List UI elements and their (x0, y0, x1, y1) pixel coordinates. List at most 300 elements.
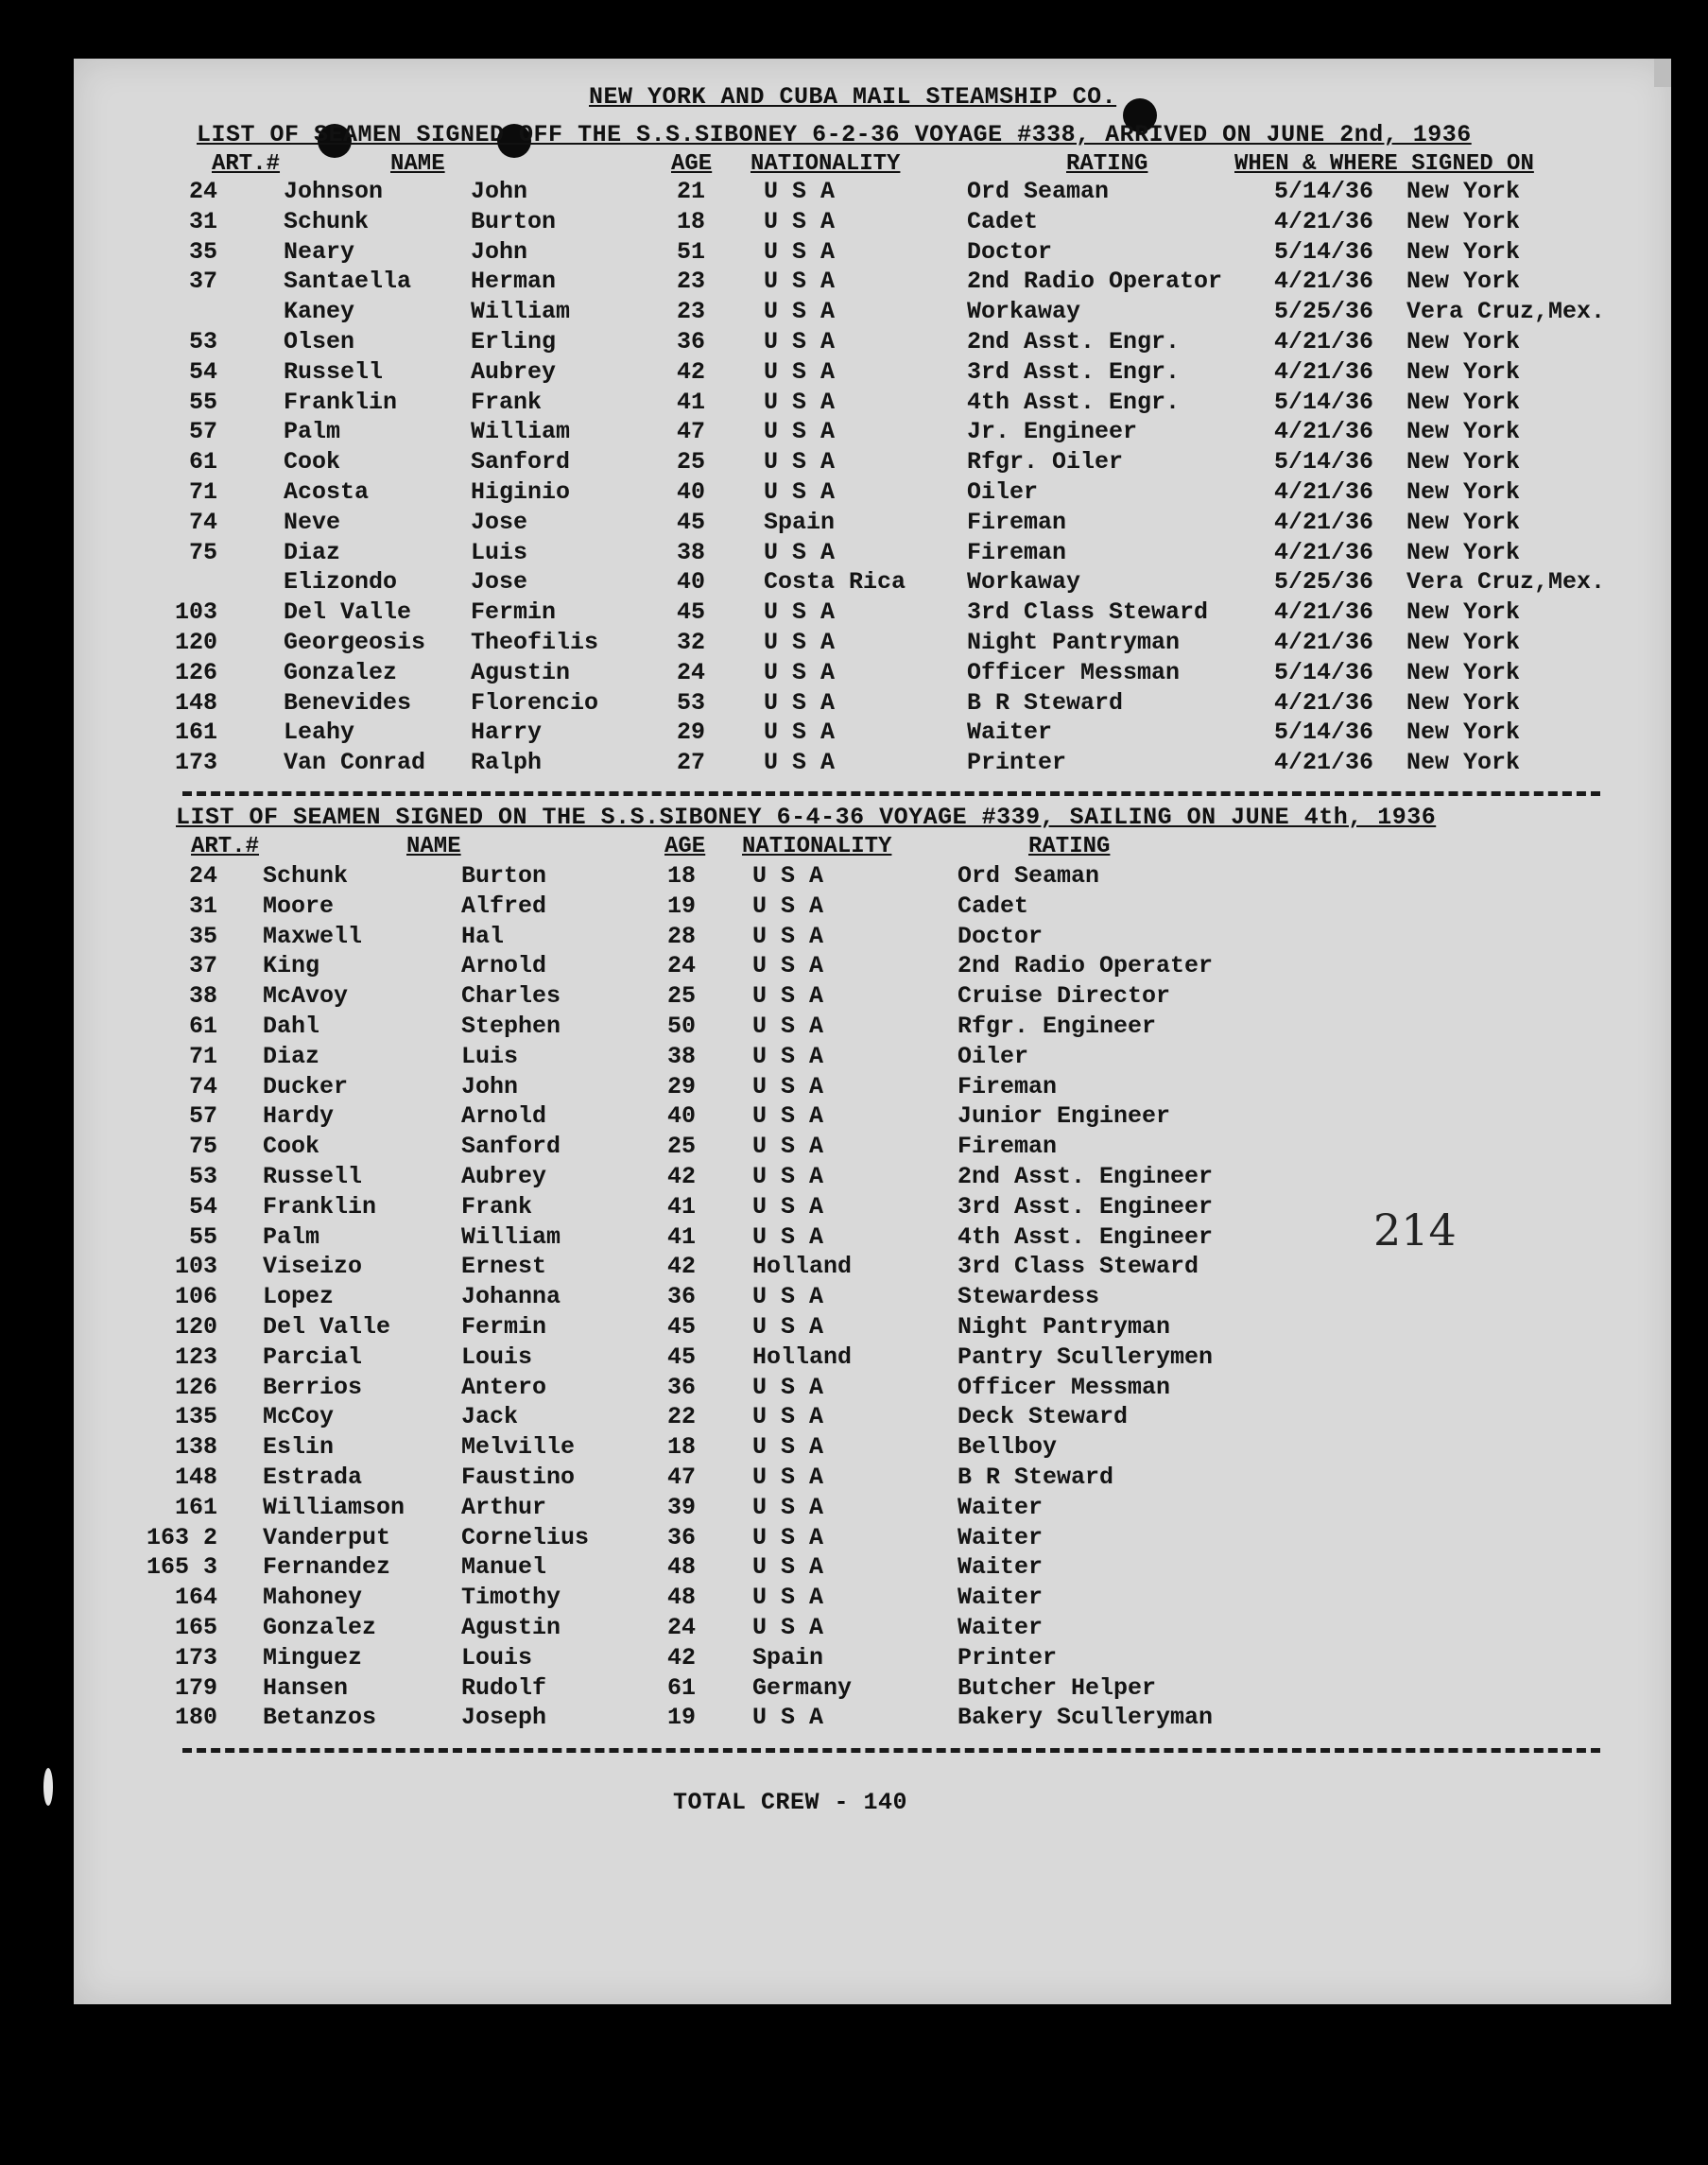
cell-rating: B R Steward (958, 1464, 1114, 1491)
cell-age: 47 (667, 1464, 697, 1491)
cell-first: Sanford (471, 448, 571, 476)
cell-age: 18 (677, 207, 706, 235)
cell-age: 40 (667, 1102, 697, 1131)
cell-date: 4/21/36 (1274, 328, 1374, 355)
cell-nat: U S A (752, 1553, 824, 1582)
cell-nat: U S A (752, 1163, 824, 1190)
cell-first: Theofilis (471, 629, 599, 656)
cell-last: Moore (263, 892, 335, 920)
cell-nat: U S A (752, 1373, 824, 1401)
table-row (74, 478, 1671, 508)
cell-rating: 4th Asst. Engineer (958, 1222, 1214, 1251)
cell-nat: U S A (764, 237, 836, 266)
table-row (74, 749, 1671, 778)
cell-art: 173 (174, 1643, 217, 1671)
cell-age: 42 (667, 1253, 697, 1281)
cell-rating: Cruise Director (958, 982, 1171, 1011)
cell-age: 41 (677, 388, 706, 416)
cell-place: New York (1406, 357, 1521, 386)
cell-rating: 3rd Class Steward (967, 598, 1209, 627)
cell-nat: U S A (752, 1042, 824, 1070)
cell-date: 5/25/36 (1274, 298, 1374, 326)
cell-age: 38 (677, 538, 706, 566)
cell-last: Mahoney (263, 1584, 363, 1612)
cell-nat: U S A (764, 357, 836, 386)
cell-last: Neary (284, 237, 355, 266)
cell-art: 123 (174, 1342, 217, 1371)
cell-nat: U S A (752, 892, 824, 920)
cell-rating: B R Steward (967, 688, 1124, 717)
cell-last: Williamson (263, 1493, 405, 1521)
cell-age: 24 (667, 952, 697, 980)
table-row (74, 629, 1671, 658)
table-row (74, 1614, 1671, 1643)
cell-date: 4/21/36 (1274, 629, 1374, 656)
cell-nat: U S A (752, 1013, 824, 1040)
cell-last: McCoy (263, 1403, 335, 1431)
cell-rating: Waiter (958, 1553, 1044, 1582)
table-row (74, 689, 1671, 719)
cell-age: 51 (677, 237, 706, 266)
table-row (74, 509, 1671, 538)
cell-first: Herman (471, 268, 557, 296)
table-row (74, 1073, 1671, 1102)
cell-art: 135 (174, 1403, 217, 1431)
section1-title: LIST OF SEAMEN SIGNED OFF THE S.S.SIBONEY 6-2-36 VOYAGE #338, ARRIVED ON JUNE 2nd, 1936 (197, 121, 1472, 148)
table-row (74, 539, 1671, 568)
cell-age: 61 (667, 1673, 697, 1702)
document-page (74, 59, 1671, 2004)
cell-art: 54 (188, 357, 217, 386)
table-row (74, 1644, 1671, 1673)
cell-rating: Pantry Scullerymen (958, 1342, 1214, 1371)
section1-header-age: AGE (671, 151, 713, 177)
cell-first: Timothy (461, 1584, 561, 1612)
cell-last: Ducker (263, 1072, 349, 1100)
cell-last: Dahl (263, 1013, 320, 1040)
cell-art: 75 (188, 538, 217, 566)
cell-place: New York (1406, 508, 1521, 536)
table-row (74, 389, 1671, 418)
cell-place: New York (1406, 749, 1521, 777)
cell-last: Elizondo (284, 568, 398, 597)
cell-rating: Oiler (958, 1042, 1029, 1070)
cell-first: Fermin (471, 598, 557, 627)
cell-rating: Ord Seaman (958, 862, 1100, 890)
cell-last: Cook (263, 1133, 320, 1161)
cell-first: Erling (471, 328, 557, 355)
cell-last: Schunk (263, 862, 349, 890)
cell-last: Santaella (284, 268, 412, 296)
cell-age: 28 (667, 922, 697, 950)
cell-last: Leahy (284, 719, 355, 747)
cell-rating: 3rd Asst. Engr. (967, 357, 1181, 386)
cell-date: 5/14/36 (1274, 237, 1374, 266)
cell-place: New York (1406, 418, 1521, 446)
cell-age: 18 (667, 862, 697, 890)
cell-art: 35 (188, 237, 217, 266)
cell-date: 5/14/36 (1274, 388, 1374, 416)
table-row (74, 923, 1671, 952)
cell-rating: Fireman (967, 538, 1067, 566)
cell-place: New York (1406, 598, 1521, 627)
cell-last: Russell (263, 1163, 363, 1190)
cell-age: 23 (677, 298, 706, 326)
cell-age: 18 (667, 1433, 697, 1462)
cell-first: Jose (471, 568, 528, 597)
cell-art: 148 (174, 688, 217, 717)
cell-last: Cook (284, 448, 341, 476)
cell-rating: Night Pantryman (967, 629, 1181, 656)
cell-nat: U S A (764, 629, 836, 656)
cell-place: New York (1406, 207, 1521, 235)
cell-rating: Printer (967, 749, 1067, 777)
section1-header-name: NAME (390, 151, 445, 177)
cell-nat: Holland (752, 1342, 853, 1371)
cell-last: Viseizo (263, 1253, 363, 1281)
cell-date: 4/21/36 (1274, 478, 1374, 506)
cell-art: 106 (174, 1283, 217, 1311)
cell-nat: U S A (752, 982, 824, 1011)
cell-art: 161 (174, 719, 217, 747)
cell-first: Jack (461, 1403, 519, 1431)
cell-last: Acosta (284, 478, 370, 506)
cell-nat: U S A (752, 1523, 824, 1551)
cell-date: 4/21/36 (1274, 268, 1374, 296)
cell-last: Hansen (263, 1673, 349, 1702)
cell-age: 50 (667, 1013, 697, 1040)
cell-rating: Butcher Helper (958, 1673, 1157, 1702)
cell-first: Harry (471, 719, 543, 747)
section2-title: LIST OF SEAMEN SIGNED ON THE S.S.SIBONEY 6-4-36 VOYAGE #339, SAILING ON JUNE 4th, 1936 (176, 804, 1437, 831)
cell-last: Gonzalez (284, 658, 398, 686)
table-row (74, 952, 1671, 981)
cell-date: 4/21/36 (1274, 538, 1374, 566)
cell-nat: U S A (764, 658, 836, 686)
cell-date: 4/21/36 (1274, 207, 1374, 235)
section1-header-rating: RATING (1066, 151, 1148, 177)
cell-nat: U S A (764, 298, 836, 326)
table-row (74, 1313, 1671, 1342)
cell-rating: Officer Messman (958, 1373, 1171, 1401)
cell-age: 19 (667, 892, 697, 920)
cell-art: 31 (188, 207, 217, 235)
cell-last: McAvoy (263, 982, 349, 1011)
cell-art: 35 (188, 922, 217, 950)
divider-line (182, 791, 1600, 796)
table-row (74, 1584, 1671, 1613)
cell-first: Burton (471, 207, 557, 235)
company-name: NEW YORK AND CUBA MAIL STEAMSHIP CO. (589, 83, 1117, 111)
cell-age: 45 (677, 508, 706, 536)
table-row (74, 892, 1671, 922)
cell-place: Vera Cruz,Mex. (1406, 298, 1606, 326)
page-number: 214 (1373, 1204, 1457, 1256)
cell-nat: U S A (764, 328, 836, 355)
table-row (74, 358, 1671, 388)
table-row (74, 238, 1671, 268)
cell-art: 74 (188, 508, 217, 536)
cell-last: Diaz (284, 538, 341, 566)
cell-nat: U S A (764, 388, 836, 416)
cell-last: Del Valle (263, 1313, 391, 1341)
cell-first: William (461, 1222, 561, 1251)
table-row (74, 719, 1671, 748)
cell-art: 165 3 (146, 1553, 217, 1582)
cell-rating: Rfgr. Engineer (958, 1013, 1157, 1040)
cell-first: William (471, 298, 571, 326)
table-row (74, 1374, 1671, 1403)
cell-rating: Ord Seaman (967, 178, 1110, 205)
cell-last: Russell (284, 357, 384, 386)
cell-nat: U S A (764, 207, 836, 235)
cell-age: 42 (667, 1163, 697, 1190)
cell-last: Hardy (263, 1102, 335, 1131)
cell-first: Ernest (461, 1253, 547, 1281)
cell-place: New York (1406, 658, 1521, 686)
cell-rating: Stewardess (958, 1283, 1100, 1311)
cell-art: 31 (188, 892, 217, 920)
cell-last: Neve (284, 508, 341, 536)
table-row (74, 1343, 1671, 1373)
cell-date: 4/21/36 (1274, 508, 1374, 536)
cell-age: 32 (677, 629, 706, 656)
cell-art: 24 (188, 862, 217, 890)
cell-nat: U S A (752, 1464, 824, 1491)
cell-age: 36 (667, 1373, 697, 1401)
table-row (74, 178, 1671, 207)
cell-date: 4/21/36 (1274, 598, 1374, 627)
cell-nat: U S A (764, 688, 836, 717)
cell-rating: Waiter (958, 1584, 1044, 1612)
cell-first: Cornelius (461, 1523, 590, 1551)
cell-last: Palm (284, 418, 341, 446)
cell-last: Franklin (263, 1192, 377, 1221)
cell-rating: Cadet (958, 892, 1029, 920)
cell-date: 4/21/36 (1274, 749, 1374, 777)
cell-art: 164 (174, 1584, 217, 1612)
table-row (74, 568, 1671, 598)
cell-age: 40 (677, 478, 706, 506)
cell-place: New York (1406, 719, 1521, 747)
cell-age: 19 (667, 1704, 697, 1732)
cell-age: 38 (667, 1042, 697, 1070)
cell-first: Stephen (461, 1013, 561, 1040)
section1-header-art: ART.# (212, 151, 281, 177)
cell-rating: Workaway (967, 298, 1081, 326)
cell-first: Alfred (461, 892, 547, 920)
table-row (74, 1253, 1671, 1282)
cell-art: 148 (174, 1464, 217, 1491)
cell-nat: Spain (752, 1643, 824, 1671)
cell-nat: U S A (764, 598, 836, 627)
cell-nat: U S A (752, 922, 824, 950)
cell-last: Lopez (263, 1283, 335, 1311)
cell-art: 53 (188, 328, 217, 355)
cell-first: Antero (461, 1373, 547, 1401)
cell-rating: 2nd Asst. Engineer (958, 1163, 1214, 1190)
cell-first: Manuel (461, 1553, 547, 1582)
cell-art: 61 (188, 448, 217, 476)
cell-first: Aubrey (471, 357, 557, 386)
cell-nat: U S A (752, 862, 824, 890)
cell-place: Vera Cruz,Mex. (1406, 568, 1606, 597)
table-row (74, 1403, 1671, 1432)
cell-rating: 3rd Class Steward (958, 1253, 1199, 1281)
table-row (74, 208, 1671, 237)
cell-place: New York (1406, 237, 1521, 266)
cell-rating: Junior Engineer (958, 1102, 1171, 1131)
cell-rating: Cadet (967, 207, 1039, 235)
cell-age: 48 (667, 1553, 697, 1582)
cell-first: Joseph (461, 1704, 547, 1732)
page-corner-tab (1654, 59, 1671, 87)
cell-nat: U S A (752, 1133, 824, 1161)
cell-nat: U S A (764, 268, 836, 296)
cell-art: 61 (188, 1013, 217, 1040)
cell-age: 36 (667, 1283, 697, 1311)
cell-first: Arthur (461, 1493, 547, 1521)
cell-nat: U S A (752, 1283, 824, 1311)
cell-rating: Rfgr. Oiler (967, 448, 1124, 476)
section1-header-nationality: NATIONALITY (750, 151, 901, 177)
cell-age: 36 (667, 1523, 697, 1551)
cell-age: 41 (667, 1192, 697, 1221)
cell-age: 40 (677, 568, 706, 597)
cell-art: 75 (188, 1133, 217, 1161)
cell-rating: Waiter (958, 1493, 1044, 1521)
cell-last: Johnson (284, 178, 384, 205)
cell-first: Luis (461, 1042, 519, 1070)
cell-last: Betanzos (263, 1704, 377, 1732)
table-row (74, 1102, 1671, 1132)
cell-age: 29 (677, 719, 706, 747)
cell-date: 4/21/36 (1274, 418, 1374, 446)
cell-nat: U S A (752, 1313, 824, 1341)
cell-first: Higinio (471, 478, 571, 506)
section2-header-art: ART.# (191, 834, 260, 859)
cell-nat: U S A (752, 1072, 824, 1100)
cell-age: 45 (667, 1342, 697, 1371)
cell-age: 27 (677, 749, 706, 777)
cell-art: 57 (188, 418, 217, 446)
cell-age: 36 (677, 328, 706, 355)
cell-first: Arnold (461, 1102, 547, 1131)
cell-art: 57 (188, 1102, 217, 1131)
cell-first: Aubrey (461, 1163, 547, 1190)
cell-art: 74 (188, 1072, 217, 1100)
cell-place: New York (1406, 268, 1521, 296)
table-row (74, 1433, 1671, 1463)
cell-nat: U S A (764, 719, 836, 747)
paper-blemish (43, 1768, 53, 1806)
cell-art: 120 (174, 1313, 217, 1341)
cell-first: Charles (461, 982, 561, 1011)
cell-art: 103 (174, 598, 217, 627)
table-row (74, 418, 1671, 447)
cell-age: 42 (667, 1643, 697, 1671)
cell-art: 38 (188, 982, 217, 1011)
cell-place: New York (1406, 178, 1521, 205)
table-row (74, 448, 1671, 477)
cell-nat: U S A (752, 952, 824, 980)
cell-age: 24 (667, 1614, 697, 1641)
cell-rating: 2nd Asst. Engr. (967, 328, 1181, 355)
cell-rating: 2nd Radio Operater (958, 952, 1214, 980)
cell-rating: Officer Messman (967, 658, 1181, 686)
cell-age: 24 (677, 658, 706, 686)
cell-first: Arnold (461, 952, 547, 980)
cell-last: Kaney (284, 298, 355, 326)
table-row (74, 1133, 1671, 1162)
cell-nat: U S A (752, 1102, 824, 1131)
cell-age: 25 (677, 448, 706, 476)
cell-place: New York (1406, 328, 1521, 355)
cell-first: Melville (461, 1433, 576, 1462)
cell-age: 42 (677, 357, 706, 386)
cell-rating: Oiler (967, 478, 1039, 506)
cell-nat: U S A (752, 1614, 824, 1641)
cell-nat: Holland (752, 1253, 853, 1281)
cell-date: 5/14/36 (1274, 448, 1374, 476)
table-row (74, 1013, 1671, 1042)
cell-last: Fernandez (263, 1553, 391, 1582)
cell-last: Berrios (263, 1373, 363, 1401)
cell-last: Vanderput (263, 1523, 391, 1551)
cell-art: 138 (174, 1433, 217, 1462)
cell-first: Agustin (471, 658, 571, 686)
cell-first: Agustin (461, 1614, 561, 1641)
cell-first: Ralph (471, 749, 543, 777)
cell-date: 5/25/36 (1274, 568, 1374, 597)
table-row (74, 328, 1671, 357)
cell-date: 5/14/36 (1274, 719, 1374, 747)
cell-first: Frank (471, 388, 543, 416)
cell-art: 126 (174, 1373, 217, 1401)
section1-header-signed: WHEN & WHERE SIGNED ON (1234, 151, 1534, 177)
table-row (74, 598, 1671, 628)
cell-last: Eslin (263, 1433, 335, 1462)
table-row (74, 1553, 1671, 1583)
total-crew: TOTAL CREW - 140 (673, 1789, 908, 1816)
cell-art: 37 (188, 952, 217, 980)
section2-header-nationality: NATIONALITY (742, 834, 892, 859)
table-row (74, 659, 1671, 688)
cell-last: Georgeosis (284, 629, 426, 656)
cell-first: John (471, 237, 528, 266)
cell-art: 163 2 (146, 1523, 217, 1551)
cell-last: Gonzalez (263, 1614, 377, 1641)
cell-art: 103 (174, 1253, 217, 1281)
cell-nat: U S A (752, 1192, 824, 1221)
cell-art: 180 (174, 1704, 217, 1732)
cell-art: 120 (174, 629, 217, 656)
cell-age: 47 (677, 418, 706, 446)
cell-art: 161 (174, 1493, 217, 1521)
cell-rating: Workaway (967, 568, 1081, 597)
cell-last: King (263, 952, 320, 980)
cell-nat: U S A (764, 418, 836, 446)
section2-header-name: NAME (406, 834, 461, 859)
cell-age: 45 (667, 1313, 697, 1341)
table-row (74, 862, 1671, 892)
cell-rating: Bellboy (958, 1433, 1058, 1462)
cell-art: 55 (188, 388, 217, 416)
table-row (74, 1494, 1671, 1523)
cell-first: Luis (471, 538, 528, 566)
cell-last: Estrada (263, 1464, 363, 1491)
cell-art: 126 (174, 658, 217, 686)
